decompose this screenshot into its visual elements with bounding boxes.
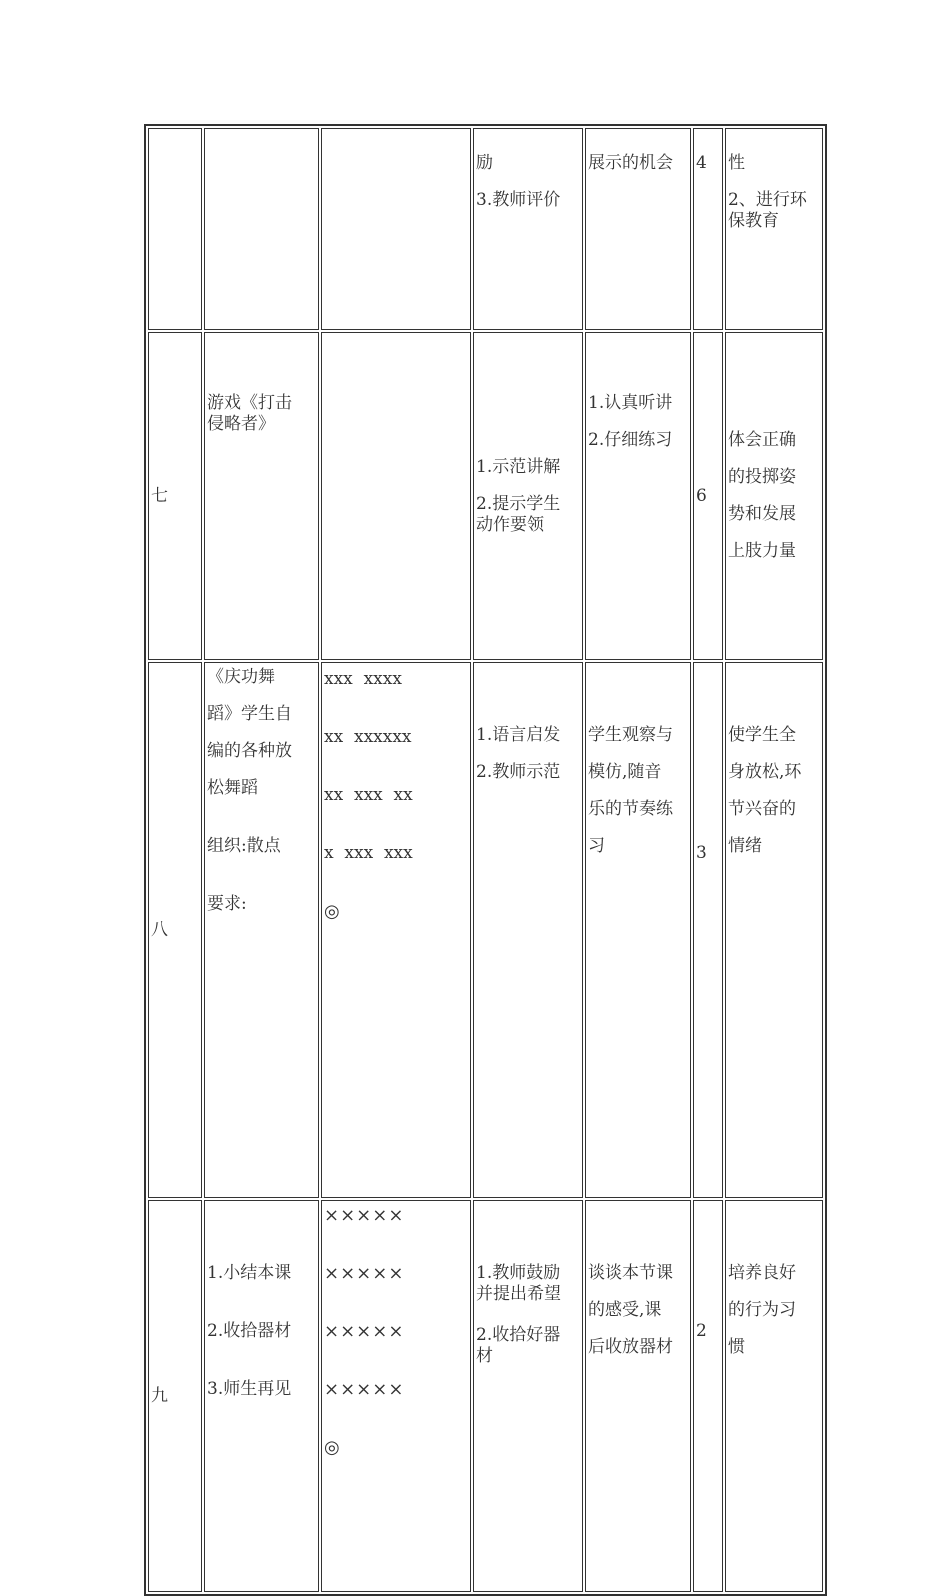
cell-text: 的投掷姿 [728,467,796,487]
cell-text: 1.认真听讲 [588,393,673,413]
cell-text: 1.语言启发 [476,725,561,745]
cell-text: 后收放器材 [588,1337,673,1357]
teacher-activity-cell [473,662,583,1198]
cell-text: 要求: [207,894,247,914]
cell-text: 编的各种放 [207,741,292,761]
cell-text: 性 [728,153,745,173]
teacher-activity-cell [473,1200,583,1592]
table-row [148,662,823,1198]
cell-text: 节兴奋的 [728,799,796,819]
cell-text: 体会正确 [728,430,796,450]
formation-line: xxx xxxx [324,669,402,689]
cell-text: 上肢力量 [728,541,796,561]
cell-text: 材 [476,1346,493,1366]
goal-cell [725,128,823,330]
cell-text: 2.收拾器材 [207,1321,292,1341]
goal-cell [725,332,823,660]
time-cell: 4 [693,128,723,330]
cell-text: 2、进行环 [728,190,807,210]
goal-cell [725,662,823,1198]
table-row [148,332,823,660]
content-cell [204,1200,319,1592]
cell-text: 模仿,随音 [588,762,662,782]
formation-cell [321,128,471,330]
teacher-position-icon: ◎ [324,1437,340,1458]
table-row [148,128,823,330]
goal-cell [725,1200,823,1592]
cell-text: 身放松,环 [728,762,802,782]
cell-text: 保教育 [728,211,779,231]
formation-line: x xxx xxx [324,843,413,863]
time-cell: 6 [693,332,723,660]
cell-text: 并提出希望 [476,1284,561,1304]
formation-line: ××××× [324,1205,405,1226]
cell-text: 组织:散点 [207,836,281,856]
content-cell [204,128,319,330]
lesson-plan-table [144,124,827,1596]
formation-line: ××××× [324,1379,405,1400]
formation-line: ××××× [324,1263,405,1284]
formation-cell [321,1200,471,1592]
formation-line: ××××× [324,1321,405,1342]
cell-text: 谈谈本节课 [588,1263,673,1283]
content-cell [204,662,319,1198]
time-cell: 2 [693,1200,723,1592]
student-activity-cell [585,128,691,330]
cell-text: 侵略者》 [207,414,275,434]
cell-text: 的感受,课 [588,1300,662,1320]
row-number: 七 [148,332,202,660]
teacher-activity-cell [473,332,583,660]
formation-cell [321,662,471,1198]
cell-text: 1.小结本课 [207,1263,292,1283]
cell-text: 势和发展 [728,504,796,524]
cell-text: 惯 [728,1337,745,1357]
time-cell: 3 [693,662,723,1198]
table-row [148,1200,823,1592]
cell-text: 展示的机会 [588,153,673,173]
cell-text: 游戏《打击 [207,393,292,413]
formation-cell [321,332,471,660]
content-cell [204,332,319,660]
cell-text: 的行为习 [728,1300,796,1320]
student-activity-cell [585,662,691,1198]
row-number [148,128,202,330]
row-number: 八 [148,662,202,1198]
cell-text: 1.教师鼓励 [476,1263,561,1283]
cell-text: 1.示范讲解 [476,456,561,477]
cell-text: 励 [476,153,493,173]
row-number: 九 [148,1200,202,1592]
cell-text: 动作要领 [476,514,544,535]
teacher-activity-cell [473,128,583,330]
cell-text: 2.提示学生 [476,493,561,514]
cell-text: 习 [588,836,605,856]
cell-text: 情绪 [728,836,762,856]
cell-text: 使学生全 [728,725,796,745]
cell-text: 2.仔细练习 [588,430,673,450]
cell-text: 《庆功舞 [207,667,275,687]
formation-line: xx xxx xx [324,785,413,805]
student-activity-cell [585,1200,691,1592]
cell-text: 乐的节奏练 [588,799,673,819]
cell-text: 3.师生再见 [207,1379,292,1399]
student-activity-cell [585,332,691,660]
formation-line: xx xxxxxx [324,727,412,747]
cell-text: 学生观察与 [588,725,673,745]
teacher-position-icon: ◎ [324,901,340,922]
cell-text: 培养良好 [728,1263,796,1283]
cell-text: 3.教师评价 [476,190,561,210]
cell-text: 松舞蹈 [207,778,258,798]
cell-text: 蹈》学生自 [207,704,292,724]
cell-text: 2.收拾好器 [476,1325,561,1345]
cell-text: 2.教师示范 [476,762,561,782]
